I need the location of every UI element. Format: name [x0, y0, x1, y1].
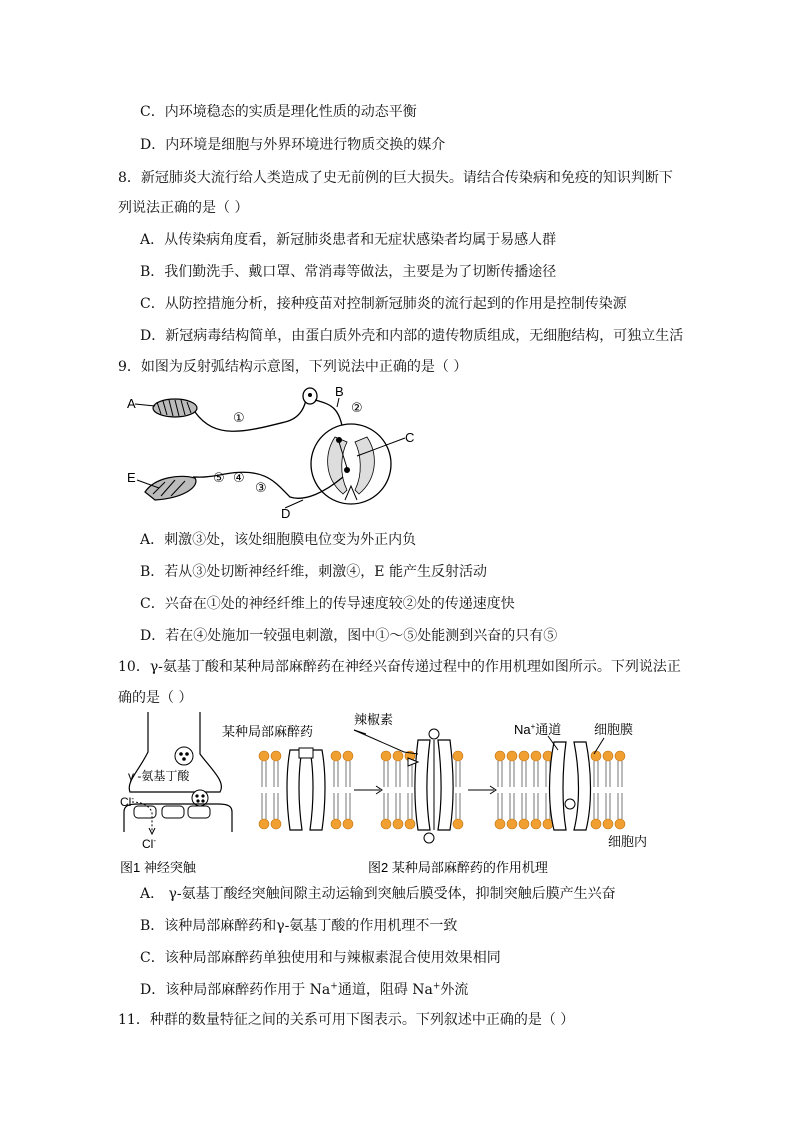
- lipid-tail: [522, 761, 526, 787]
- option-9a: A．刺激③处，该处细胞膜电位变为外正内负: [140, 532, 417, 548]
- lipid-tail: [384, 793, 388, 819]
- lipid-head: [615, 751, 625, 761]
- inside-cell-label: 细胞内: [608, 834, 648, 849]
- lipid-head: [591, 819, 601, 829]
- option-7c: C．内环境稳态的实质是理化性质的动态平衡: [140, 104, 417, 120]
- figure-2-caption: 图2 某种局部麻醉药的作用机理: [368, 860, 548, 875]
- lipid-head: [495, 819, 505, 829]
- drug-label: 某种局部麻醉药: [222, 724, 314, 739]
- receptor-a: [153, 399, 197, 417]
- option-10d: D．该种局部麻醉药作用于 Na+通道，阻碍 Na+外流: [140, 981, 469, 998]
- lipid-head: [603, 751, 613, 761]
- na-channel-label: Na+通道: [514, 722, 562, 737]
- label-a: A: [127, 396, 136, 411]
- lipid-tail: [510, 761, 514, 787]
- lipid-tail: [534, 761, 538, 787]
- lipid-head: [271, 751, 281, 761]
- option-9d: D．若在④处施加一较强电刺激，图中①～⑤处能测到兴奋的只有⑤: [140, 628, 558, 644]
- lipid-head: [591, 751, 601, 761]
- option-10b: B．该种局部麻醉药和γ-氨基丁酸的作用机理不一致: [140, 918, 458, 934]
- question-11: 11．种群的数量特征之间的关系可用下图表示。下列叙述中正确的是（ ）: [118, 1012, 575, 1028]
- reflex-arc-figure: [125, 382, 415, 522]
- lipid-tail: [498, 793, 502, 819]
- option-8b: B．我们勤洗手、戴口罩、常消毒等做法，主要是为了切断传播途径: [140, 264, 557, 280]
- lipid-tail: [522, 793, 526, 819]
- lipid-head: [507, 751, 517, 761]
- spinal-cord: [311, 424, 391, 504]
- option-9c: C．兴奋在①处的神经纤维上的传导速度较②处的传递速度快: [140, 596, 515, 612]
- lipid-head: [519, 819, 529, 829]
- lipid-head: [531, 751, 541, 761]
- lipid-head: [453, 819, 463, 829]
- cl-label-top: Cl-: [120, 794, 135, 809]
- question-10-line2: 确的是（ ）: [118, 690, 193, 706]
- lipid-tail: [606, 761, 610, 787]
- lipid-head: [531, 819, 541, 829]
- lipid-tail: [384, 761, 388, 787]
- question-10-line1: 10．γ-氨基丁酸和某种局部麻醉药在神经兴奋传递过程中的作用机理如图所示。下列说法正: [118, 659, 681, 675]
- lipid-head: [259, 819, 269, 829]
- label-2: ②: [351, 400, 363, 415]
- membrane-label: 细胞膜: [594, 722, 634, 737]
- option-10a: A． γ-氨基丁酸经突触间隙主动运输到突触后膜受体，抑制突触后膜产生兴奋: [140, 886, 616, 902]
- lipid-head: [393, 751, 403, 761]
- lipid-head: [615, 819, 625, 829]
- label-1: ①: [233, 410, 245, 425]
- lipid-tail: [510, 793, 514, 819]
- lipid-head: [519, 751, 529, 761]
- question-9: 9．如图为反射弧结构示意图，下列说法中正确的是（ ）: [118, 359, 468, 375]
- lipid-tail: [274, 761, 278, 787]
- lipid-tail: [456, 793, 460, 819]
- lipid-head: [453, 751, 463, 761]
- question-8-line1: 8．新冠肺炎大流行给人类造成了史无前例的巨大损失。请结合传染病和免疫的知识判断下: [118, 170, 673, 186]
- lipid-tail: [334, 793, 338, 819]
- option-10c: C．该种局部麻醉药单独使用和与辣椒素混合使用效果相同: [140, 950, 501, 966]
- lipid-tail: [618, 793, 622, 819]
- lipid-head: [393, 819, 403, 829]
- effector-e: [145, 476, 196, 500]
- label-e: E: [127, 470, 136, 485]
- lipid-tail: [594, 761, 598, 787]
- lipid-head: [381, 751, 391, 761]
- option-8a: A．从传染病角度看，新冠肺炎患者和无症状感染者均属于易感人群: [140, 232, 557, 248]
- lipid-head: [259, 751, 269, 761]
- lipid-head: [343, 819, 353, 829]
- figure-1-caption: 图1 神经突触: [120, 860, 196, 875]
- lipid-tail: [594, 793, 598, 819]
- lipid-tail: [618, 761, 622, 787]
- lipid-head: [405, 819, 415, 829]
- option-7d: D．内环境是细胞与外界环境进行物质交换的媒介: [140, 137, 446, 153]
- lipid-tail: [606, 793, 610, 819]
- lipid-tail: [408, 793, 412, 819]
- lipid-tail: [262, 761, 266, 787]
- label-d: D: [281, 506, 291, 521]
- cl-label-bottom: Cl-: [142, 836, 157, 851]
- lipid-tail: [346, 761, 350, 787]
- label-b: B: [335, 384, 344, 399]
- lipid-tail: [346, 793, 350, 819]
- label-5: ⑤: [213, 470, 225, 485]
- synapse-anesthetic-figure: [118, 712, 658, 878]
- channel-1: [287, 748, 325, 830]
- lipid-tail: [456, 761, 460, 787]
- lipid-tail: [534, 793, 538, 819]
- na-channel: [550, 742, 591, 830]
- option-8d: D．新冠病毒结构简单，由蛋白质外壳和内部的遗传物质组成，无细胞结构，可独立生活: [140, 328, 684, 344]
- label-4: ④: [233, 470, 245, 485]
- lipid-tail: [396, 761, 400, 787]
- lipid-tail: [334, 761, 338, 787]
- membrane-segment-1: [259, 751, 353, 829]
- lipid-head: [343, 751, 353, 761]
- gaba-label: γ -氨基丁酸: [128, 769, 190, 783]
- option-9b: B．若从③处切断神经纤维，刺激④，E 能产生反射活动: [140, 564, 487, 580]
- lipid-tail: [498, 761, 502, 787]
- capsaicin-label: 辣椒素: [354, 712, 394, 727]
- lipid-head: [331, 819, 341, 829]
- lipid-tail: [396, 793, 400, 819]
- lipid-head: [271, 819, 281, 829]
- lipid-head: [495, 751, 505, 761]
- option-8c: C．从防控措施分析，接种疫苗对控制新冠肺炎的流行起到的作用是控制传染源: [140, 296, 627, 312]
- label-3: ③: [255, 480, 267, 495]
- lipid-head: [603, 819, 613, 829]
- lipid-head: [331, 751, 341, 761]
- lipid-head: [381, 819, 391, 829]
- lipid-tail: [262, 793, 266, 819]
- question-8-line2: 列说法正确的是（ ）: [118, 200, 249, 216]
- lipid-head: [507, 819, 517, 829]
- label-c: C: [405, 430, 415, 445]
- lipid-tail: [274, 793, 278, 819]
